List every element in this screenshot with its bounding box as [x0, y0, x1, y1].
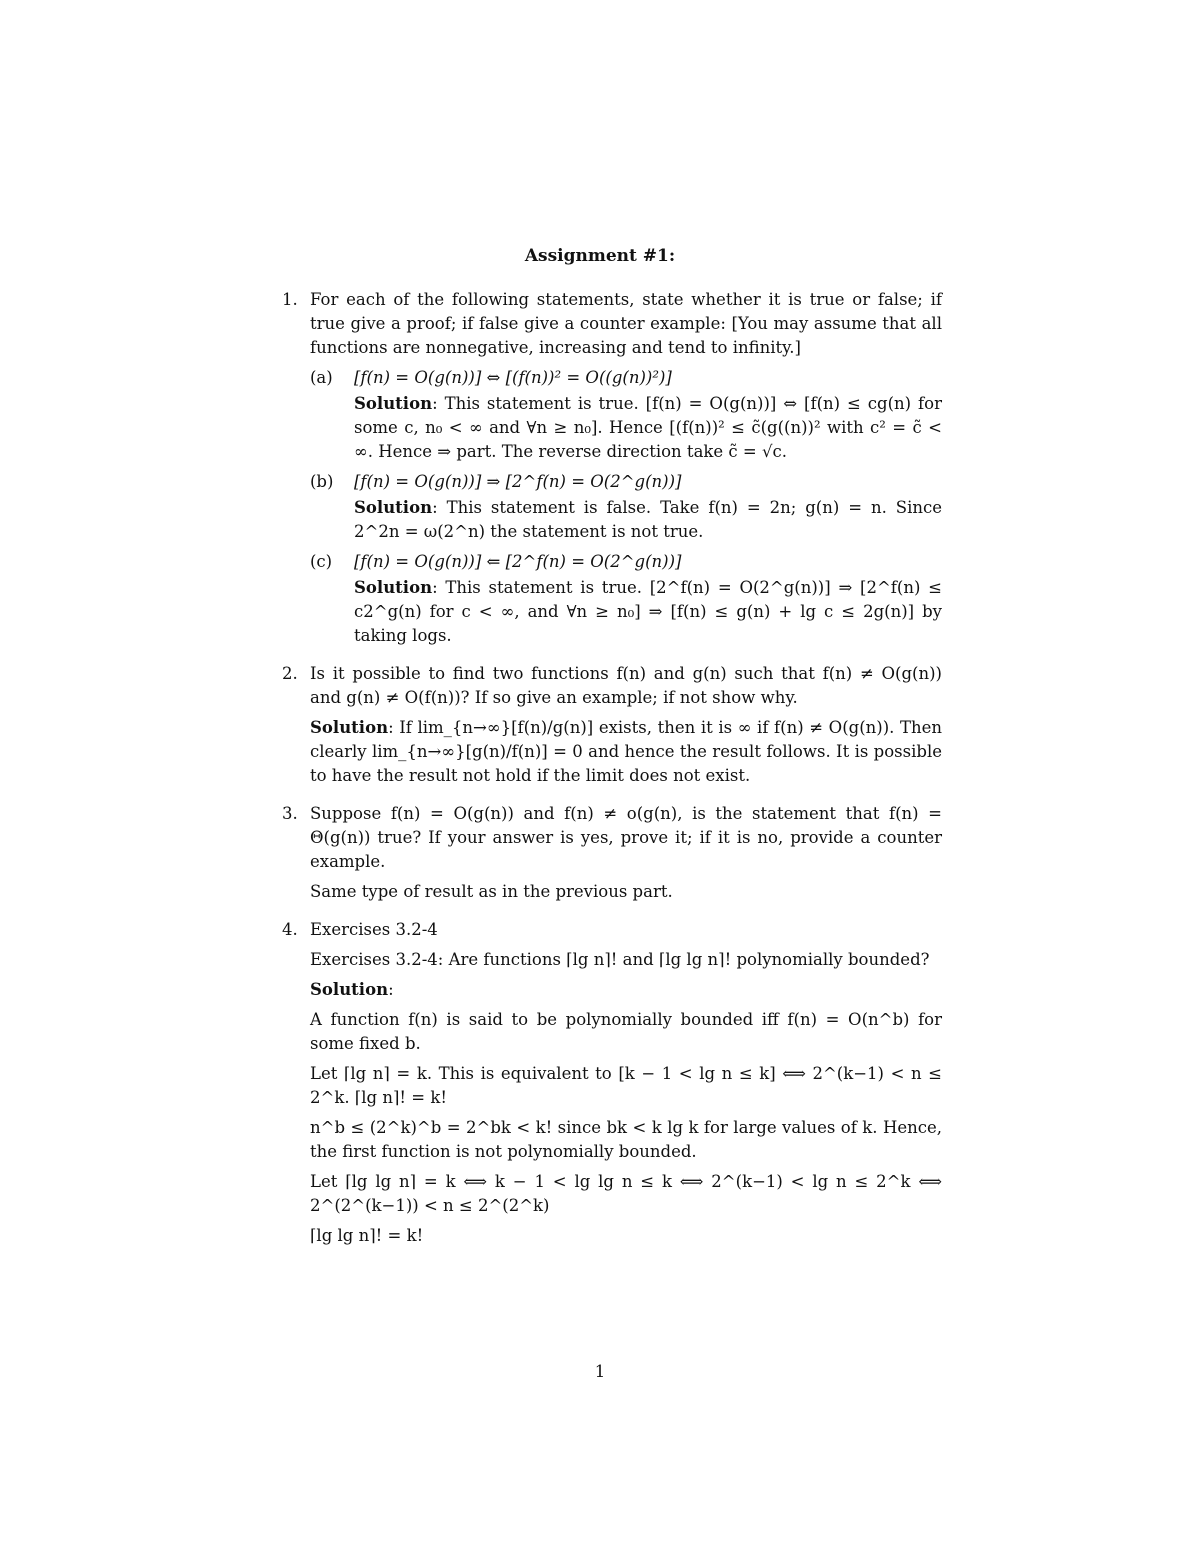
subquestion-label: (a)	[310, 368, 333, 387]
question-1	[282, 288, 942, 648]
question-number: 2.	[282, 664, 298, 683]
question-4	[282, 918, 942, 1248]
solution-paragraph: ⌈lg lg n⌉! = k!	[310, 1226, 424, 1245]
solution-text: : This statement is false. Take f(n) = 2n; g(n) = n. Since 2^2n = ω(2^n) the statement is not true.	[354, 498, 942, 541]
page-number: 1	[594, 1362, 606, 1381]
solution	[310, 716, 942, 788]
subquestion-b	[310, 470, 942, 544]
solution-text: : This statement is true. [f(n) = O(g(n))] ⇔ [f(n) ≤ cg(n) for some c, n₀ < ∞ and ∀n ≥ n₀]. Hence [(f(n))² ≤ c̃(g((n))² with c² = c̃ < ∞. Hence ⇒ part. The reverse direction take c̃ = √c.	[354, 394, 942, 461]
subquestion-a	[310, 366, 942, 464]
question-text: Exercises 3.2-4: Are functions ⌈lg n⌉! and ⌈lg lg n⌉! polynomially bounded?	[310, 950, 930, 969]
solution	[354, 392, 942, 464]
subquestion-c	[310, 550, 942, 648]
question-number: 4.	[282, 920, 298, 939]
statement: [f(n) = O(g(n))] ⇒ [2^f(n) = O(2^g(n))]	[354, 472, 682, 491]
solution-paragraph: n^b ≤ (2^k)^b = 2^bk < k! since bk < k lg k for large values of k. Hence, the first function is not polynomially bounded.	[310, 1118, 942, 1161]
assignment-body	[282, 288, 942, 1262]
subquestion-label: (b)	[310, 472, 334, 491]
solution-label: Solution	[354, 394, 433, 413]
solution	[354, 576, 942, 648]
solution-label: Solution	[354, 578, 433, 597]
solution-text: : This statement is true. [2^f(n) = O(2^g(n))] ⇒ [2^f(n) ≤ c2^g(n) for c < ∞, and ∀n ≥ n₀] ⇒ [f(n) ≤ g(n) + lg c ≤ 2g(n)] by taking logs.	[354, 578, 942, 645]
solution-paragraph: Let ⌈lg n⌉ = k. This is equivalent to [k − 1 < lg n ≤ k] ⟺ 2^(k−1) < n ≤ 2^k. ⌈lg n⌉! = k!	[310, 1064, 942, 1107]
question-text: For each of the following statements, state whether it is true or false; if true give a proof; if false give a counter example: [You may assume that all functions are nonnegative, increasing and tend to infinity.]	[310, 290, 942, 357]
statement: [f(n) = O(g(n))] ⇐ [2^f(n) = O(2^g(n))]	[354, 552, 682, 571]
page-title: Assignment #1:	[524, 246, 676, 266]
solution-heading	[310, 978, 942, 1002]
solution-colon: :	[388, 980, 394, 999]
question-2	[282, 662, 942, 788]
question-text: Suppose f(n) = O(g(n)) and f(n) ≠ o(g(n), is the statement that f(n) = Θ(g(n)) true? If your answer is yes, prove it; if it is no, provide a counter example.	[310, 804, 942, 871]
solution	[354, 496, 942, 544]
question-3	[282, 802, 942, 904]
solution-paragraph: A function f(n) is said to be polynomially bounded iff f(n) = O(n^b) for some fixed b.	[310, 1010, 942, 1053]
statement: [f(n) = O(g(n))] ⇔ [(f(n))² = O((g(n))²)]	[354, 368, 672, 387]
question-number: 3.	[282, 804, 298, 823]
question-heading: Exercises 3.2-4	[310, 920, 438, 939]
question-text: Is it possible to find two functions f(n) and g(n) such that f(n) ≠ O(g(n)) and g(n) ≠ O(f(n))? If so give an example; if not show why.	[310, 664, 942, 707]
subquestion-label: (c)	[310, 552, 333, 571]
solution-paragraph: Let ⌈lg lg n⌉ = k ⟺ k − 1 < lg lg n ≤ k ⟺ 2^(k−1) < lg n ≤ 2^k ⟺ 2^(2^(k−1)) < n ≤ 2^(2^k)	[310, 1172, 942, 1215]
solution-text: : If lim_{n→∞}[f(n)/g(n)] exists, then it is ∞ if f(n) ≠ O(g(n)). Then clearly lim_{n→∞}[g(n)/f(n)] = 0 and hence the result follows. It is possible to have the result not hold if the limit does not exist.	[310, 718, 942, 785]
question-number: 1.	[282, 290, 298, 309]
solution-label: Solution	[354, 498, 433, 517]
solution-label: Solution	[310, 980, 389, 999]
solution-text: Same type of result as in the previous part.	[310, 882, 673, 901]
solution-label: Solution	[310, 718, 389, 737]
